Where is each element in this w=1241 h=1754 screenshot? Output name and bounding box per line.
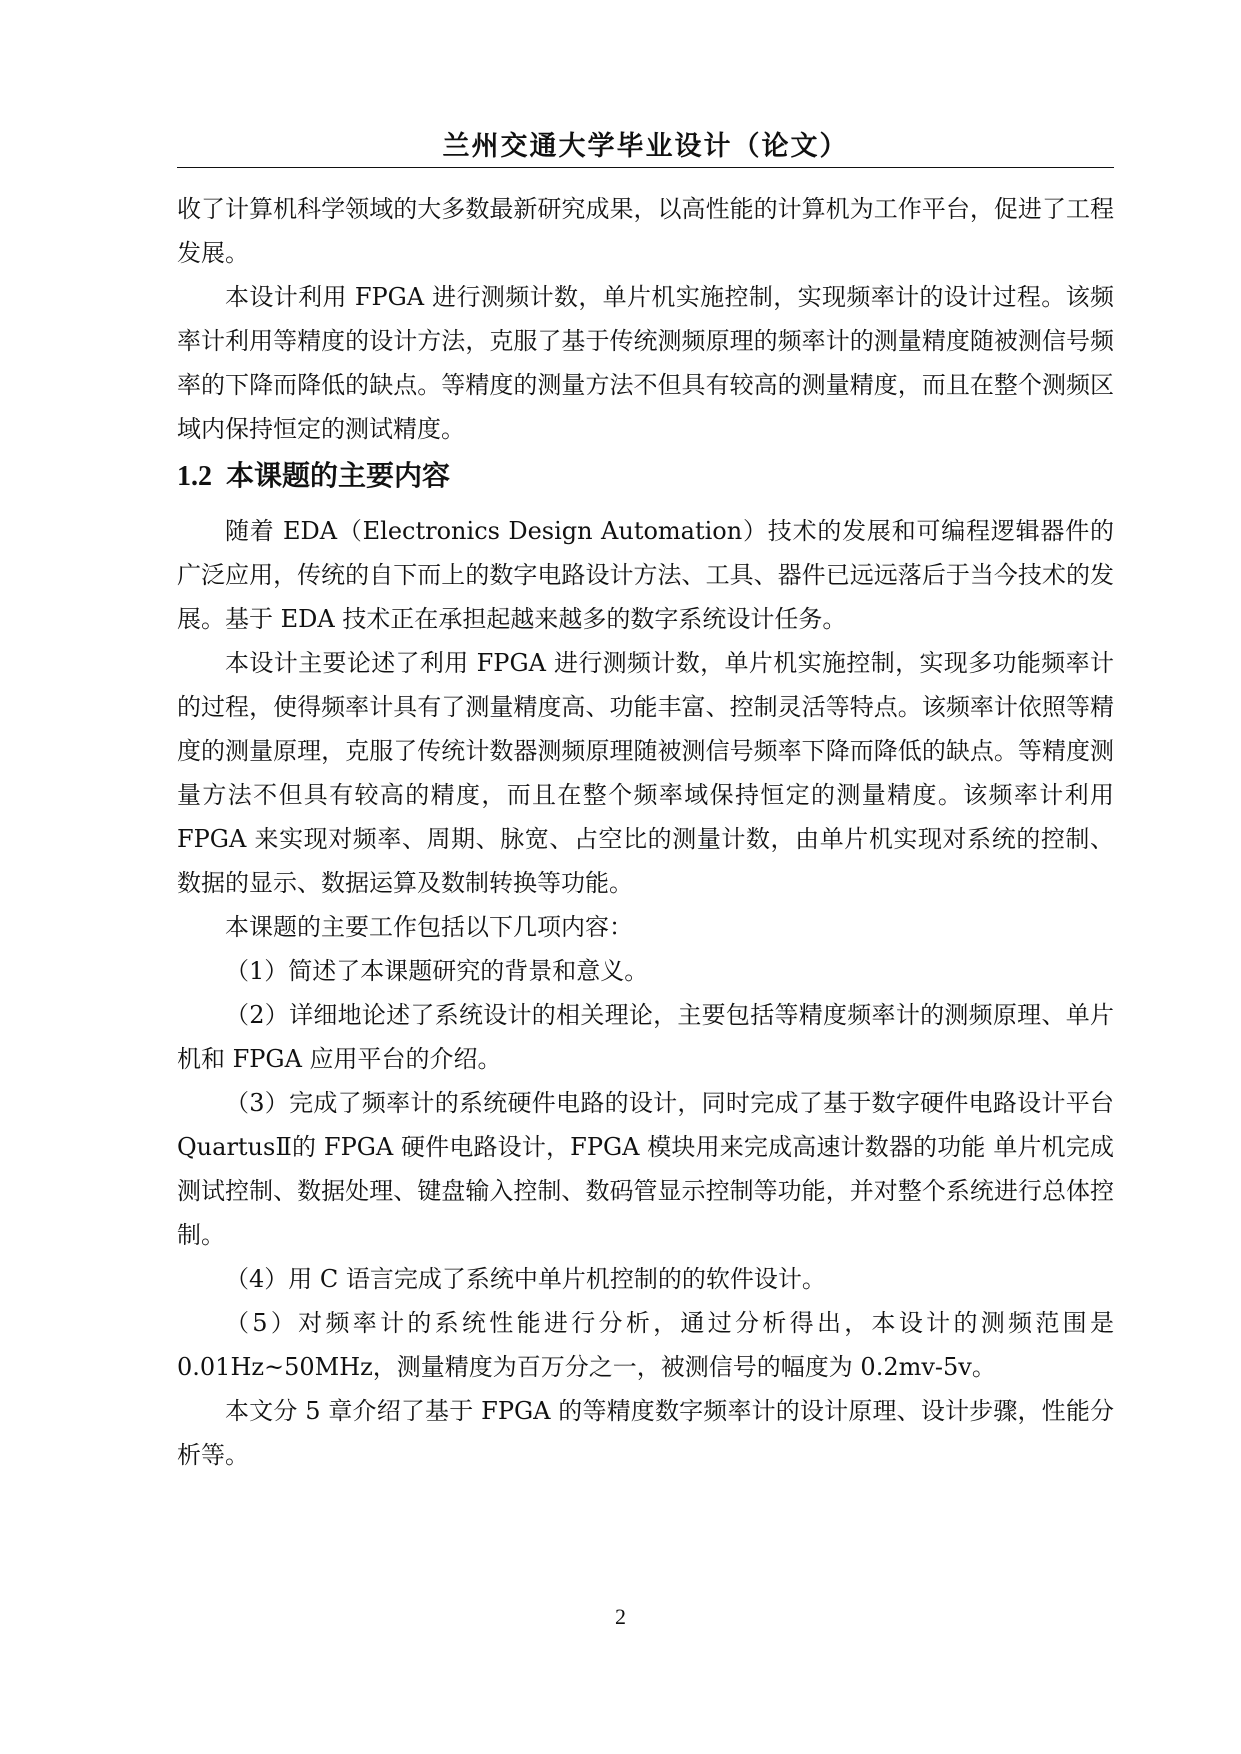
paragraph: 本设计主要论述了利用 FPGA 进行测频计数，单片机实施控制，实现多功能频率计的过程，使得频率计具有了测量精度高、功能丰富、控制灵活等特点。该频率计依照等精度的测量原理，克服了传统计数器测频原理随被测信号频率下降而降低的缺点。等精度测量方法不但具有较高的精度，而且在整个频率域保持恒定的测量精度。该频率计利用 FPGA 来实现对频率、周期、脉宽、占空比的测量计数，由单片机实现对系统的控制、数据的显示、数据运算及数制转换等功能。 [177, 649, 1114, 897]
list-item: （1）简述了本课题研究的背景和意义。 [225, 957, 649, 985]
paragraph: 随着 EDA（Electronics Design Automation）技术的发展和可编程逻辑器件的广泛应用，传统的自下而上的数字电路设计方法、工具、器件已远远落后于当今技术的发展。基于 EDA 技术正在承担起越来越多的数字系统设计任务。 [177, 517, 1114, 633]
paragraph-continued: 收了计算机科学领域的大多数最新研究成果，以高性能的计算机为工作平台，促进了工程发展。 [177, 195, 1114, 267]
running-header: 兰州交通大学毕业设计（论文） [442, 131, 849, 162]
paragraph: 本课题的主要工作包括以下几项内容： [225, 913, 633, 941]
section-heading [177, 454, 1114, 499]
list-item: （5）对频率计的系统性能进行分析，通过分析得出，本设计的测频范围是 0.01Hz~50MHz，测量精度为百万分之一，被测信号的幅度为 0.2mv-5v。 [177, 1309, 1114, 1381]
paragraph: 本文分 5 章介绍了基于 FPGA 的等精度数字频率计的设计原理、设计步骤，性能分析等。 [177, 1397, 1114, 1469]
paragraph: 本设计利用 FPGA 进行测频计数，单片机实施控制，实现频率计的设计过程。该频率计利用等精度的设计方法，克服了基于传统测频原理的频率计的测量精度随被测信号频率的下降而降低的缺点。等精度的测量方法不但具有较高的测量精度，而且在整个测频区域内保持恒定的测试精度。 [177, 283, 1114, 443]
list-item: （3）完成了频率计的系统硬件电路的设计，同时完成了基于数字硬件电路设计平台 QuartusⅡ的 FPGA 硬件电路设计，FPGA 模块用来完成高速计数器的功能 单片机完成测试控制、数据处理、键盘输入控制、数码管显示控制等功能，并对整个系统进行总体控制。 [177, 1089, 1114, 1249]
page-number: 2 [615, 1604, 626, 1629]
header-divider [177, 167, 1114, 168]
section-number: 1.2 [177, 461, 212, 492]
section-title: 本课题的主要内容 [226, 459, 451, 492]
body-text [177, 187, 1114, 1477]
list-item: （4）用 C 语言完成了系统中单片机控制的的软件设计。 [225, 1265, 826, 1293]
list-item: （2）详细地论述了系统设计的相关理论，主要包括等精度频率计的测频原理、单片机和 FPGA 应用平台的介绍。 [177, 1001, 1114, 1073]
